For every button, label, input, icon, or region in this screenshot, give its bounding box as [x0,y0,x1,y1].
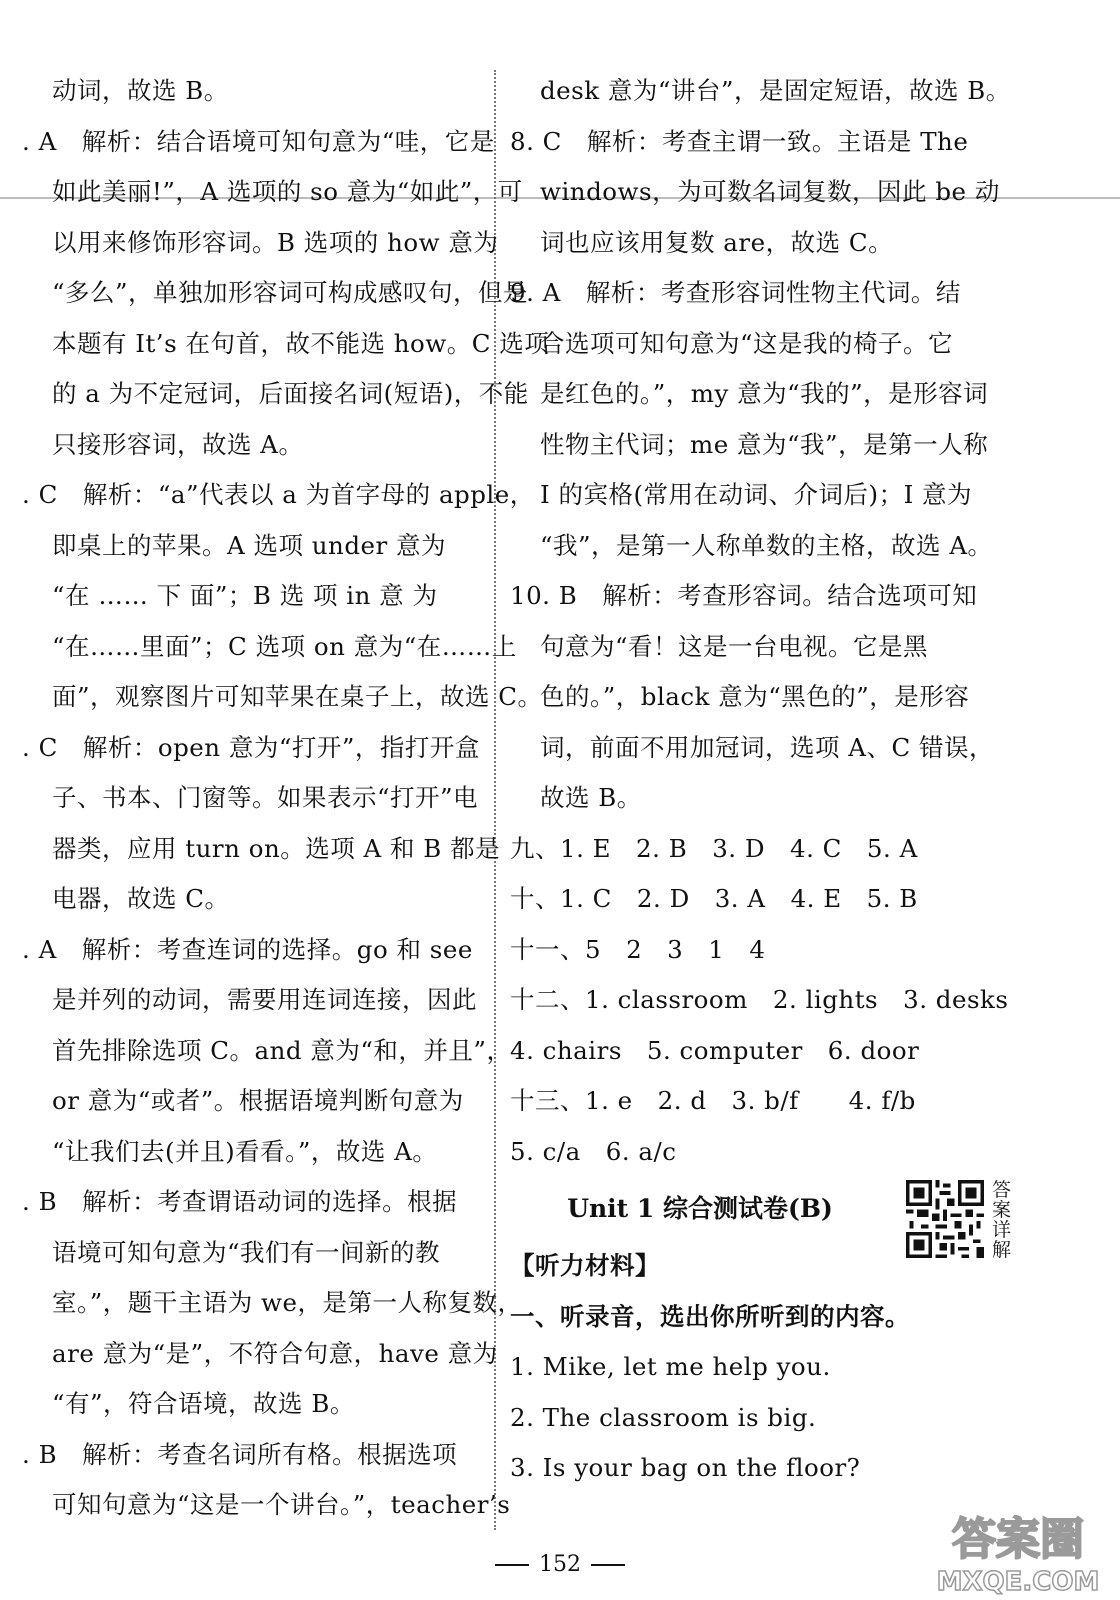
text-line: 电器，故选 C。 [52,884,230,913]
text-line: 如此美丽!”，A 选项的 so 意为“如此”，可 [52,177,523,206]
text-line: 即桌上的苹果。A 选项 under 意为 [52,530,447,560]
text-line: 3. Is your bag on the floor? [510,1453,861,1482]
text-line: 词，前面不用加冠词，选项 A、C 错误， [540,732,995,762]
qr-code-label: 答案详解 [992,1179,1012,1261]
text-line: 子、书本、门窗等。如果表示“打开”电 [52,783,479,812]
listening-material [510,1241,1010,1494]
text-line: 十、1. C 2. D 3. A 4. E 5. B [510,884,918,913]
text-line: 语境可知句意为“我们有一间新的教 [52,1237,441,1267]
text-line: 5. c/a 6. a/c [510,1136,677,1166]
text-line: 1. Mike, let me help you. [510,1352,831,1381]
right-column [510,66,1010,1494]
text-line: 器类，应用 turn on。选项 A 和 B 都是 [52,833,501,863]
text-line: 是红色的。”，my 意为“我的”，是形容词 [540,379,989,408]
text-line: 可知句意为“这是一个讲台。”，teacher’s [52,1490,511,1519]
text-line: 性物主代词；me 意为“我”，是第一人称 [540,429,989,459]
watermark-logo [930,1508,1108,1596]
qr-code-icon[interactable] [906,1180,984,1258]
text-line: . C 解析：“a”代表以 a 为首字母的 apple， [22,480,535,509]
watermark-title: 答案圈 [952,1514,1084,1565]
text-line: 只接形容词，故选 A。 [52,429,304,459]
text-line: “在……里面”；C 选项 on 意为“在……上 [52,631,517,661]
text-line: . B 解析：考查谓语动词的选择。根据 [22,1187,458,1216]
text-line: . A 解析：结合语境可知句意为“哇，它是 [22,126,495,156]
text-line: 词也应该用复数 are，故选 C。 [540,227,894,257]
text-line: I 的宾格(常用在动词、介词后)；I 意为 [540,480,973,509]
text-line: 室。”，题干主语为 we，是第一人称复数， [52,1288,523,1317]
text-line: . A 解析：考查连词的选择。go 和 see [22,934,473,964]
text-line: 【听力材料】 [510,1251,660,1280]
footer-dash [495,1564,529,1566]
text-line: 十一、5 2 3 1 4 [510,934,766,964]
page-number: 152 [539,1552,581,1577]
text-line: 色的。”，black 意为“黑色的”，是形容 [540,682,970,711]
answers-continued [510,66,1010,1177]
footer-dash [591,1564,625,1566]
text-line: or 意为“或者”。根据语境判断句意为 [52,1086,464,1115]
text-line: 9. A 解析：考查形容词性物主代词。结 [510,278,961,307]
text-line: 首先排除选项 C。and 意为“和，并且”， [52,1035,512,1065]
text-line: 合选项可知句意为“这是我的椅子。它 [540,328,954,358]
section-title: Unit 1 综合测试卷(B) [567,1194,833,1223]
text-line: 动词，故选 B。 [52,76,229,105]
text-line: 2. The classroom is big. [510,1402,817,1432]
text-line: 的 a 为不定冠词，后面接名词(短语)，不能 [52,379,529,408]
text-line: “在 …… 下 面”；B 选 项 in 意 为 [52,581,438,610]
text-line: 句意为“看！这是一台电视。它是黑 [540,631,929,661]
text-line: 本题有 It’s 在句首，故不能选 how。C 选项 [52,328,550,358]
watermark-url: MXQE.COM [936,1567,1100,1596]
left-column [22,66,550,1531]
text-line: “我”，是第一人称单数的主格，故选 A。 [540,530,993,560]
text-line: 十二、1. classroom 2. lights 3. desks [510,985,1009,1014]
text-line: “让我们去(并且)看看。”，故选 A。 [52,1136,438,1166]
text-line: are 意为“是”，不符合句意，have 意为 [52,1338,498,1368]
text-line: 4. chairs 5. computer 6. door [510,1035,920,1065]
text-line: 故选 B。 [540,783,642,812]
text-line: 九、1. E 2. B 3. D 4. C 5. A [510,833,918,863]
text-line: . B 解析：考查名词所有格。根据选项 [22,1439,458,1469]
text-line: 一、听录音，选出你所听到的内容。 [510,1301,910,1331]
text-line: “多么”，单独加形容词可构成感叹句，但是 [52,278,529,307]
text-line: “有”，符合语境，故选 B。 [52,1389,355,1418]
text-line: 10. B 解析：考查形容词。结合选项可知 [510,581,978,610]
text-line: 8. C 解析：考查主谓一致。主语是 The [510,126,969,156]
text-line: windows，为可数名词复数，因此 be 动 [540,177,1000,206]
text-line: . C 解析：open 意为“打开”，指打开盒 [22,732,480,762]
text-line: 是并列的动词，需要用连词连接，因此 [52,985,477,1014]
text-line: 以用来修饰形容词。B 选项的 how 意为 [52,227,499,257]
text-line: 面”，观察图片可知苹果在桌子上，故选 C。 [52,682,543,711]
text-line: desk 意为“讲台”，是固定短语，故选 B。 [540,76,1011,105]
text-line: 十三、1. e 2. d 3. b/f 4. f/b [510,1086,916,1115]
